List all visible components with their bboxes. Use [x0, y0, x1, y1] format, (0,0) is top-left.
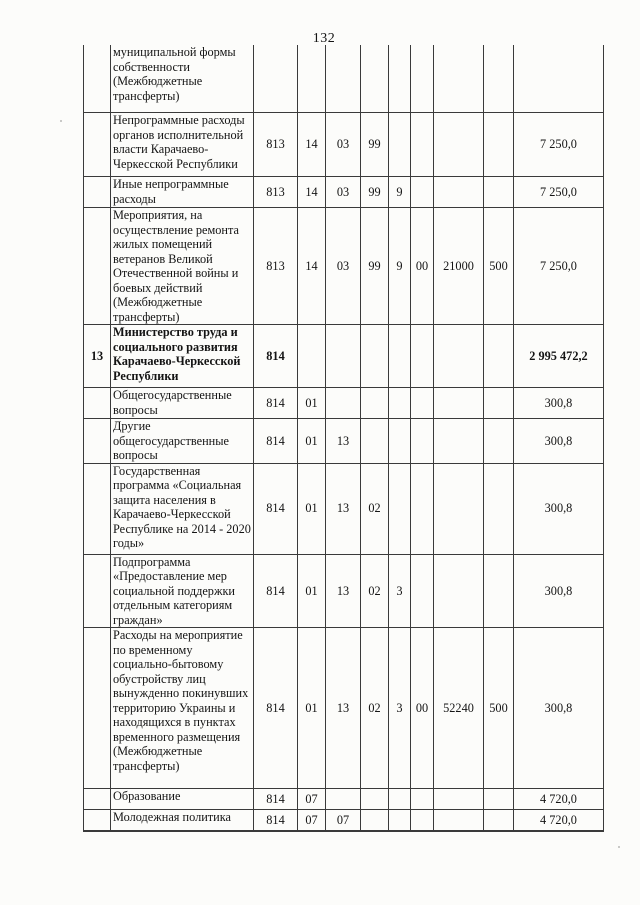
scan-speck	[618, 846, 620, 848]
table-row	[84, 388, 604, 419]
code-cell	[411, 789, 434, 810]
code-cell: 3	[389, 628, 411, 789]
code-cell	[389, 419, 411, 464]
table-row	[84, 113, 604, 177]
code-cell	[411, 463, 434, 554]
code-cell	[411, 45, 434, 113]
code-cell: 01	[298, 463, 326, 554]
code-cell	[484, 177, 514, 208]
row-number-cell	[84, 810, 111, 832]
code-cell: 14	[298, 113, 326, 177]
code-cell	[411, 113, 434, 177]
amount-cell: 2 995 472,2	[514, 325, 604, 388]
amount-cell: 4 720,0	[514, 810, 604, 832]
code-cell	[434, 789, 484, 810]
code-cell: 814	[254, 388, 298, 419]
code-cell	[434, 419, 484, 464]
code-cell	[326, 45, 361, 113]
row-name-cell: Мероприятия, на осуществление ремонта жилых помещений ветеранов Великой Отечественной войны и боевых действий (Межбюджетные трансферты)	[111, 208, 254, 325]
code-cell	[411, 177, 434, 208]
row-name-cell: Другие общегосударственные вопросы	[111, 419, 254, 464]
code-cell: 99	[361, 177, 389, 208]
amount-cell: 4 720,0	[514, 789, 604, 810]
row-name-cell: Министерство труда и социального развития Карачаево-Черкесской Республики	[111, 325, 254, 388]
row-name-cell: Общегосударственные вопросы	[111, 388, 254, 419]
code-cell	[298, 325, 326, 388]
table-row	[84, 463, 604, 554]
code-cell	[361, 789, 389, 810]
code-cell	[389, 463, 411, 554]
page-number: 132	[312, 31, 336, 46]
amount-cell: 7 250,0	[514, 208, 604, 325]
code-cell: 99	[361, 208, 389, 325]
row-number-cell	[84, 388, 111, 419]
row-number-cell	[84, 789, 111, 810]
code-cell: 03	[326, 113, 361, 177]
code-cell	[434, 113, 484, 177]
code-cell	[484, 388, 514, 419]
code-cell: 01	[298, 554, 326, 628]
code-cell: 02	[361, 628, 389, 789]
code-cell: 9	[389, 208, 411, 325]
code-cell	[411, 388, 434, 419]
row-name-cell: муниципальной формы собственности (Межбюджетные трансферты)	[111, 45, 254, 113]
table-row	[84, 554, 604, 628]
code-cell: 814	[254, 463, 298, 554]
code-cell: 03	[326, 177, 361, 208]
code-cell	[361, 45, 389, 113]
code-cell	[484, 113, 514, 177]
code-cell: 52240	[434, 628, 484, 789]
code-cell: 07	[326, 810, 361, 832]
code-cell: 07	[298, 810, 326, 832]
code-cell	[389, 789, 411, 810]
row-name-cell: Подпрограмма «Предоставление мер социальной поддержки отдельным категориям граждан»	[111, 554, 254, 628]
code-cell	[326, 388, 361, 419]
amount-cell: 300,8	[514, 388, 604, 419]
code-cell	[434, 554, 484, 628]
table-row	[84, 810, 604, 832]
code-cell	[298, 45, 326, 113]
code-cell: 03	[326, 208, 361, 325]
code-cell	[484, 45, 514, 113]
code-cell	[484, 810, 514, 832]
row-number-cell	[84, 419, 111, 464]
code-cell: 02	[361, 463, 389, 554]
code-cell	[326, 325, 361, 388]
amount-cell: 7 250,0	[514, 177, 604, 208]
row-number-cell	[84, 208, 111, 325]
row-number-cell	[84, 113, 111, 177]
row-name-cell: Образование	[111, 789, 254, 810]
code-cell	[389, 113, 411, 177]
amount-cell	[514, 45, 604, 113]
table-row	[84, 789, 604, 810]
code-cell: 01	[298, 419, 326, 464]
code-cell: 813	[254, 208, 298, 325]
table-row	[84, 208, 604, 325]
code-cell	[434, 463, 484, 554]
code-cell: 814	[254, 628, 298, 789]
code-cell	[434, 45, 484, 113]
code-cell	[389, 45, 411, 113]
code-cell: 814	[254, 810, 298, 832]
amount-cell: 7 250,0	[514, 113, 604, 177]
code-cell: 814	[254, 789, 298, 810]
row-number-cell	[84, 45, 111, 113]
table-row-ministry-total	[84, 325, 604, 388]
code-cell	[361, 419, 389, 464]
code-cell: 99	[361, 113, 389, 177]
table-row	[84, 45, 604, 113]
code-cell: 500	[484, 208, 514, 325]
code-cell: 13	[326, 628, 361, 789]
code-cell	[326, 789, 361, 810]
code-cell	[361, 388, 389, 419]
row-name-cell: Расходы на мероприятие по временному социально-бытовому обустройству лиц вынужденно покинувших территорию Украины и находящихся в пунктах временного размещения (Межбюджетные трансферты)	[111, 628, 254, 789]
code-cell: 01	[298, 628, 326, 789]
table-row	[84, 177, 604, 208]
code-cell: 00	[411, 628, 434, 789]
code-cell	[254, 45, 298, 113]
code-cell: 13	[326, 463, 361, 554]
code-cell	[484, 554, 514, 628]
code-cell	[411, 325, 434, 388]
code-cell: 21000	[434, 208, 484, 325]
amount-cell: 300,8	[514, 554, 604, 628]
code-cell	[434, 177, 484, 208]
code-cell: 14	[298, 177, 326, 208]
row-name-cell: Государственная программа «Социальная защита населения в Карачаево-Черкесской Республике на 2014 - 2020 годы»	[111, 463, 254, 554]
code-cell	[389, 325, 411, 388]
row-number-cell	[84, 463, 111, 554]
code-cell: 9	[389, 177, 411, 208]
amount-cell: 300,8	[514, 419, 604, 464]
code-cell	[434, 325, 484, 388]
code-cell	[484, 419, 514, 464]
code-cell: 3	[389, 554, 411, 628]
code-cell	[411, 810, 434, 832]
scan-speck	[60, 120, 62, 122]
row-number-cell	[84, 554, 111, 628]
code-cell	[484, 789, 514, 810]
code-cell	[411, 554, 434, 628]
code-cell	[434, 388, 484, 419]
code-cell	[389, 810, 411, 832]
code-cell	[484, 325, 514, 388]
budget-table	[83, 45, 604, 832]
code-cell: 01	[298, 388, 326, 419]
code-cell: 814	[254, 325, 298, 388]
code-cell	[361, 325, 389, 388]
code-cell: 814	[254, 419, 298, 464]
row-name-cell: Непрограммные расходы органов исполнительной власти Карачаево-Черкесской Республики	[111, 113, 254, 177]
code-cell: 00	[411, 208, 434, 325]
code-cell: 07	[298, 789, 326, 810]
row-name-cell: Молодежная политика	[111, 810, 254, 832]
code-cell: 813	[254, 177, 298, 208]
table-row	[84, 628, 604, 789]
code-cell	[434, 810, 484, 832]
code-cell	[484, 463, 514, 554]
code-cell: 813	[254, 113, 298, 177]
code-cell: 14	[298, 208, 326, 325]
row-number-cell: 13	[84, 325, 111, 388]
amount-cell: 300,8	[514, 628, 604, 789]
code-cell	[361, 810, 389, 832]
code-cell: 13	[326, 419, 361, 464]
code-cell: 02	[361, 554, 389, 628]
table-row	[84, 419, 604, 464]
code-cell	[411, 419, 434, 464]
row-number-cell	[84, 628, 111, 789]
amount-cell: 300,8	[514, 463, 604, 554]
code-cell: 13	[326, 554, 361, 628]
row-number-cell	[84, 177, 111, 208]
code-cell	[389, 388, 411, 419]
code-cell: 814	[254, 554, 298, 628]
row-name-cell: Иные непрограммные расходы	[111, 177, 254, 208]
code-cell: 500	[484, 628, 514, 789]
